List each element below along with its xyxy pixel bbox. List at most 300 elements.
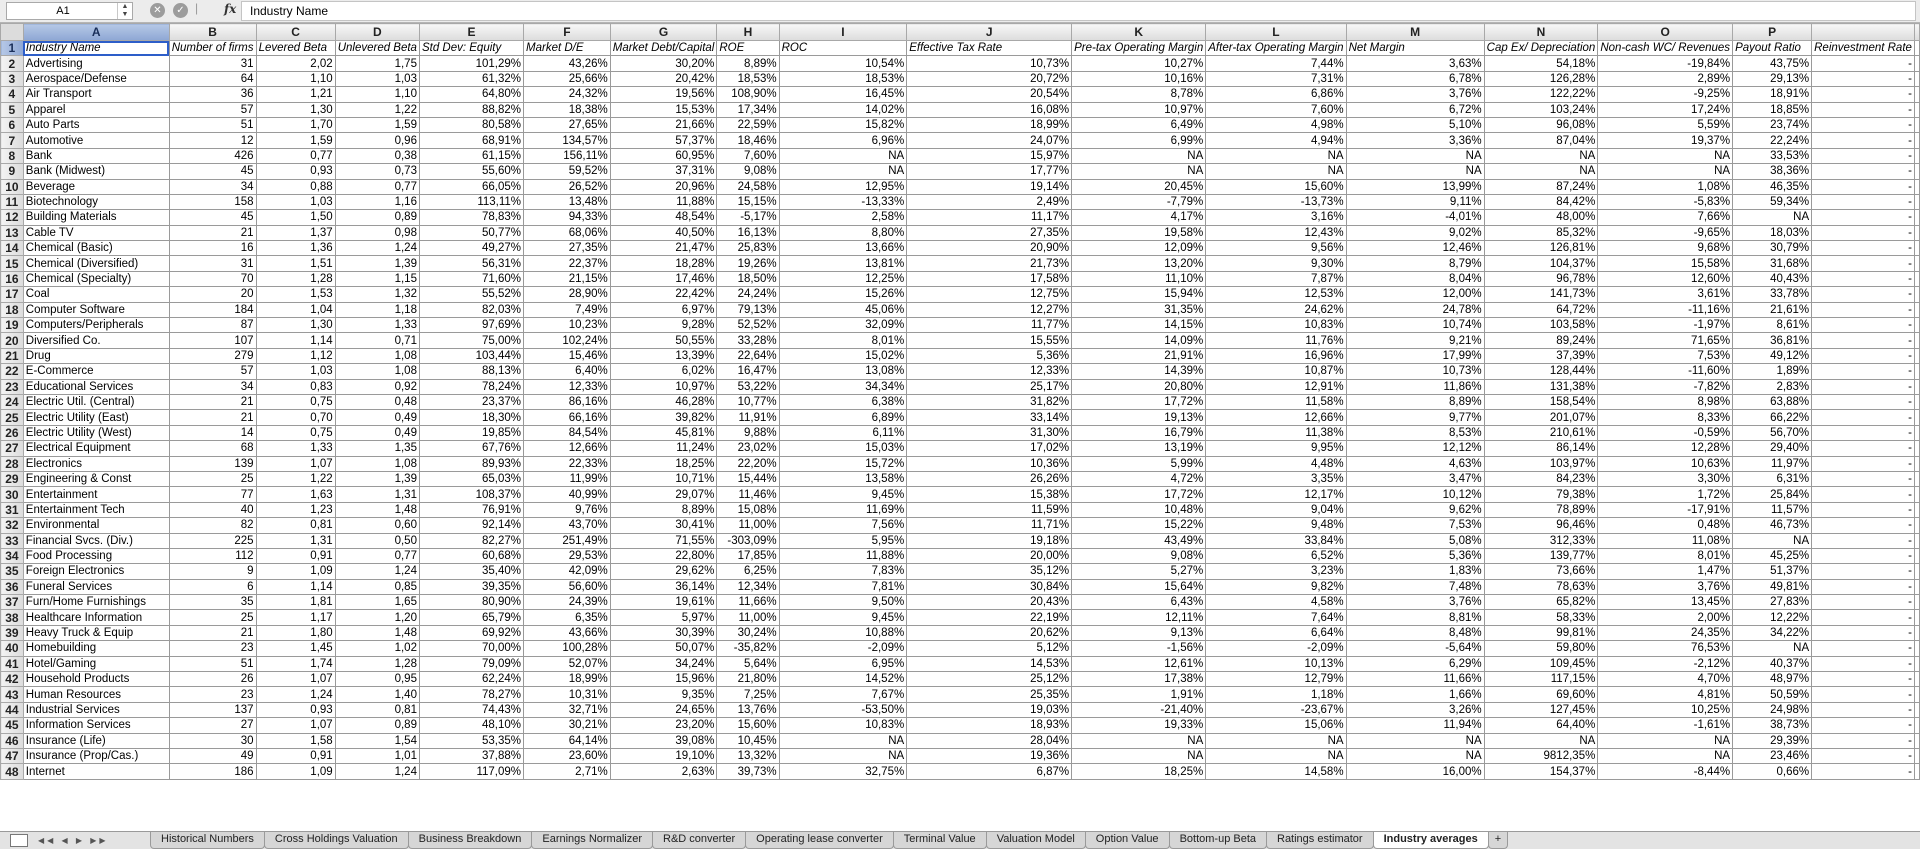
cell[interactable]: 108,90% bbox=[717, 87, 779, 102]
cell[interactable]: 33,28% bbox=[717, 333, 779, 348]
cell[interactable]: 16,45% bbox=[779, 87, 907, 102]
cell[interactable]: 40,50% bbox=[610, 225, 717, 240]
cell[interactable]: 6,25% bbox=[717, 564, 779, 579]
cell[interactable] bbox=[1915, 564, 1920, 579]
cell[interactable]: - bbox=[1812, 225, 1915, 240]
cell[interactable]: -35,82% bbox=[717, 641, 779, 656]
cell[interactable]: 10,13% bbox=[1206, 656, 1346, 671]
cell[interactable]: 39,35% bbox=[419, 579, 523, 594]
cell[interactable]: 156,11% bbox=[524, 148, 611, 163]
cell[interactable]: 22,19% bbox=[907, 610, 1072, 625]
cell[interactable]: 225 bbox=[169, 533, 256, 548]
cell[interactable]: 21,47% bbox=[610, 241, 717, 256]
cell[interactable] bbox=[1915, 194, 1920, 209]
cell[interactable]: 9812,35% bbox=[1484, 748, 1598, 763]
cell[interactable]: 45 bbox=[169, 164, 256, 179]
cell[interactable]: 11,76% bbox=[1206, 333, 1346, 348]
cell[interactable]: 0,48 bbox=[335, 394, 419, 409]
cell[interactable]: Industrial Services bbox=[23, 702, 169, 717]
cell[interactable]: 2,63% bbox=[610, 764, 717, 779]
cell[interactable]: 30,84% bbox=[907, 579, 1072, 594]
cell[interactable]: 39,73% bbox=[717, 764, 779, 779]
cell[interactable]: Drug bbox=[23, 348, 169, 363]
cell[interactable]: 3,36% bbox=[1346, 133, 1484, 148]
cell[interactable]: 21 bbox=[169, 410, 256, 425]
column-header-i[interactable]: I bbox=[779, 24, 907, 41]
cell[interactable]: 15,06% bbox=[1206, 718, 1346, 733]
cell[interactable] bbox=[1915, 71, 1920, 86]
cell[interactable]: 6,31% bbox=[1733, 471, 1812, 486]
cell[interactable]: Information Services bbox=[23, 718, 169, 733]
cell[interactable]: 34 bbox=[169, 379, 256, 394]
cell[interactable]: Healthcare Information bbox=[23, 610, 169, 625]
cell[interactable]: 20,72% bbox=[907, 71, 1072, 86]
cell[interactable]: 80,58% bbox=[419, 117, 523, 132]
cell[interactable]: 71,60% bbox=[419, 271, 523, 286]
cell[interactable]: 12,53% bbox=[1206, 287, 1346, 302]
cell[interactable]: 9,45% bbox=[779, 610, 907, 625]
cell[interactable]: 13,39% bbox=[610, 348, 717, 363]
cell[interactable]: -7,79% bbox=[1072, 194, 1206, 209]
cell[interactable] bbox=[1915, 579, 1920, 594]
cell[interactable]: 18,38% bbox=[524, 102, 611, 117]
cell[interactable]: - bbox=[1812, 87, 1915, 102]
cell[interactable]: 103,24% bbox=[1484, 102, 1598, 117]
cell[interactable]: 82,03% bbox=[419, 302, 523, 317]
cell[interactable] bbox=[1915, 733, 1920, 748]
cell[interactable] bbox=[1915, 548, 1920, 563]
cell[interactable]: 87,04% bbox=[1484, 133, 1598, 148]
cell[interactable]: 5,27% bbox=[1072, 564, 1206, 579]
cell[interactable]: 40,99% bbox=[524, 487, 611, 502]
cell[interactable]: NA bbox=[1072, 164, 1206, 179]
sheet-tab-cross-holdings-valuation[interactable]: Cross Holdings Valuation bbox=[264, 832, 409, 849]
cell[interactable]: 2,00% bbox=[1598, 610, 1733, 625]
cell[interactable]: 14 bbox=[169, 425, 256, 440]
cell[interactable]: 12,00% bbox=[1346, 287, 1484, 302]
cell[interactable]: Hotel/Gaming bbox=[23, 656, 169, 671]
row-header[interactable]: 6 bbox=[1, 117, 24, 132]
cell[interactable]: 40,37% bbox=[1733, 656, 1812, 671]
cell[interactable]: 6,38% bbox=[779, 394, 907, 409]
cell[interactable]: Food Processing bbox=[23, 548, 169, 563]
cell[interactable]: 49,81% bbox=[1733, 579, 1812, 594]
cell[interactable]: 21,15% bbox=[524, 271, 611, 286]
cell[interactable]: 40,43% bbox=[1733, 271, 1812, 286]
cell[interactable]: 24,62% bbox=[1206, 302, 1346, 317]
cell[interactable]: 10,88% bbox=[779, 625, 907, 640]
cell[interactable]: 60,95% bbox=[610, 148, 717, 163]
cell[interactable]: 71,65% bbox=[1598, 333, 1733, 348]
cell[interactable]: NA bbox=[1598, 164, 1733, 179]
cell[interactable]: 1,03 bbox=[256, 194, 335, 209]
cell[interactable]: 7,83% bbox=[779, 564, 907, 579]
cell[interactable]: 1,35 bbox=[335, 441, 419, 456]
cell[interactable]: 18,85% bbox=[1733, 102, 1812, 117]
cell[interactable]: 20,90% bbox=[907, 241, 1072, 256]
cell[interactable]: Electric Utility (West) bbox=[23, 425, 169, 440]
cell[interactable]: 12,09% bbox=[1072, 241, 1206, 256]
row-header[interactable]: 10 bbox=[1, 179, 24, 194]
cell[interactable]: 77 bbox=[169, 487, 256, 502]
cell[interactable]: 19,13% bbox=[1072, 410, 1206, 425]
sheet-tab-option-value[interactable]: Option Value bbox=[1085, 832, 1170, 849]
cell[interactable]: 7,53% bbox=[1346, 518, 1484, 533]
column-header-k[interactable]: K bbox=[1072, 24, 1206, 41]
cell[interactable]: 1,72% bbox=[1598, 487, 1733, 502]
row-header[interactable]: 3 bbox=[1, 71, 24, 86]
cell[interactable]: 49,27% bbox=[419, 241, 523, 256]
cell[interactable]: 1,20 bbox=[335, 610, 419, 625]
cell[interactable]: 10,73% bbox=[1346, 364, 1484, 379]
cell[interactable]: NA bbox=[779, 733, 907, 748]
cell[interactable]: 31,68% bbox=[1733, 256, 1812, 271]
cell[interactable]: 19,18% bbox=[907, 533, 1072, 548]
cell[interactable]: 12,46% bbox=[1346, 241, 1484, 256]
cell[interactable]: 26 bbox=[169, 672, 256, 687]
cell[interactable]: 113,11% bbox=[419, 194, 523, 209]
cell[interactable] bbox=[1915, 256, 1920, 271]
cell[interactable]: 0,98 bbox=[335, 225, 419, 240]
cell[interactable]: 78,83% bbox=[419, 210, 523, 225]
cell[interactable]: 35 bbox=[169, 595, 256, 610]
cell[interactable]: 0,91 bbox=[256, 548, 335, 563]
column-header-b[interactable]: B bbox=[169, 24, 256, 41]
cell[interactable]: Financial Svcs. (Div.) bbox=[23, 533, 169, 548]
cell[interactable]: 24,32% bbox=[524, 87, 611, 102]
cell[interactable]: 27,35% bbox=[907, 225, 1072, 240]
cell[interactable]: - bbox=[1812, 348, 1915, 363]
row-header[interactable]: 9 bbox=[1, 164, 24, 179]
cell[interactable]: 9,62% bbox=[1346, 502, 1484, 517]
cell[interactable]: 92,14% bbox=[419, 518, 523, 533]
cell[interactable]: 109,45% bbox=[1484, 656, 1598, 671]
cell[interactable]: 34 bbox=[169, 179, 256, 194]
cell[interactable]: 22,24% bbox=[1733, 133, 1812, 148]
cell[interactable]: Internet bbox=[23, 764, 169, 779]
cell[interactable]: 8,81% bbox=[1346, 610, 1484, 625]
cell[interactable]: 24,65% bbox=[610, 702, 717, 717]
cell[interactable]: 86,16% bbox=[524, 394, 611, 409]
cell[interactable]: 1,01 bbox=[335, 748, 419, 763]
cell[interactable]: NA bbox=[1598, 148, 1733, 163]
cell[interactable]: 8,98% bbox=[1598, 394, 1733, 409]
row-header[interactable]: 26 bbox=[1, 425, 24, 440]
cell[interactable]: 1,53 bbox=[256, 287, 335, 302]
cell[interactable]: 66,22% bbox=[1733, 410, 1812, 425]
cell[interactable]: -2,12% bbox=[1598, 656, 1733, 671]
cell[interactable]: 75,00% bbox=[419, 333, 523, 348]
cell[interactable]: 5,64% bbox=[717, 656, 779, 671]
cell[interactable]: 33,14% bbox=[907, 410, 1072, 425]
cell[interactable]: - bbox=[1812, 241, 1915, 256]
cell[interactable]: 12,34% bbox=[717, 579, 779, 594]
cell[interactable]: 1,10 bbox=[256, 71, 335, 86]
cell[interactable]: 12,33% bbox=[907, 364, 1072, 379]
cell[interactable]: 1,07 bbox=[256, 456, 335, 471]
cell[interactable]: Apparel bbox=[23, 102, 169, 117]
cell[interactable]: - bbox=[1812, 410, 1915, 425]
cell[interactable]: 15,08% bbox=[717, 502, 779, 517]
cell[interactable]: 51 bbox=[169, 656, 256, 671]
cell[interactable]: Environmental bbox=[23, 518, 169, 533]
cell[interactable]: 11,08% bbox=[1598, 533, 1733, 548]
name-box-stepper-icon[interactable]: ▲ ▼ bbox=[117, 3, 132, 19]
cell[interactable]: 101,29% bbox=[419, 56, 523, 71]
select-all-corner[interactable] bbox=[1, 24, 24, 41]
cell[interactable]: 26,26% bbox=[907, 471, 1072, 486]
cell[interactable]: 10,73% bbox=[907, 56, 1072, 71]
cell[interactable]: 42,09% bbox=[524, 564, 611, 579]
cell[interactable] bbox=[1915, 318, 1920, 333]
cell[interactable]: 8,89% bbox=[717, 56, 779, 71]
cell[interactable]: NA bbox=[1346, 148, 1484, 163]
column-header-overflow[interactable] bbox=[1812, 24, 1915, 41]
cell[interactable]: 4,63% bbox=[1346, 456, 1484, 471]
cell[interactable]: 8,89% bbox=[1346, 394, 1484, 409]
column-title-cell[interactable]: Industry Name bbox=[23, 41, 169, 56]
cell[interactable]: 104,37% bbox=[1484, 256, 1598, 271]
cell[interactable]: - bbox=[1812, 502, 1915, 517]
cell[interactable]: 66,05% bbox=[419, 179, 523, 194]
cell[interactable]: 9,04% bbox=[1206, 502, 1346, 517]
cell[interactable]: - bbox=[1812, 148, 1915, 163]
cell[interactable]: E-Commerce bbox=[23, 364, 169, 379]
cell[interactable]: 15,38% bbox=[907, 487, 1072, 502]
cell[interactable]: 0,93 bbox=[256, 702, 335, 717]
cell[interactable]: 137 bbox=[169, 702, 256, 717]
cell[interactable]: - bbox=[1812, 656, 1915, 671]
cell[interactable]: -13,33% bbox=[779, 194, 907, 209]
sheet-tab-earnings-normalizer[interactable]: Earnings Normalizer bbox=[531, 832, 653, 849]
cell[interactable]: 0,70 bbox=[256, 410, 335, 425]
cell[interactable]: Electric Utility (East) bbox=[23, 410, 169, 425]
cell[interactable]: 19,03% bbox=[907, 702, 1072, 717]
cell[interactable]: 9,82% bbox=[1206, 579, 1346, 594]
cell[interactable]: - bbox=[1812, 441, 1915, 456]
cell[interactable]: 17,77% bbox=[907, 164, 1072, 179]
cell[interactable] bbox=[1915, 441, 1920, 456]
cell[interactable] bbox=[1915, 210, 1920, 225]
cell[interactable]: 7,87% bbox=[1206, 271, 1346, 286]
cell[interactable]: 11,77% bbox=[907, 318, 1072, 333]
column-title-cell[interactable]: Cap Ex/ Depreciation bbox=[1484, 41, 1598, 56]
cell[interactable]: 18,91% bbox=[1733, 87, 1812, 102]
cell[interactable]: 39,82% bbox=[610, 410, 717, 425]
cell[interactable]: 21,73% bbox=[907, 256, 1072, 271]
cell[interactable]: 11,88% bbox=[779, 548, 907, 563]
cell[interactable]: 18,30% bbox=[419, 410, 523, 425]
cell[interactable]: 9,76% bbox=[524, 502, 611, 517]
cell[interactable]: 1,48 bbox=[335, 625, 419, 640]
cell[interactable]: 128,44% bbox=[1484, 364, 1598, 379]
cell[interactable]: 78,63% bbox=[1484, 579, 1598, 594]
cell[interactable]: 0,48% bbox=[1598, 518, 1733, 533]
cell[interactable]: 27,83% bbox=[1733, 595, 1812, 610]
cell[interactable]: 16,47% bbox=[717, 364, 779, 379]
cell[interactable]: 1,39 bbox=[335, 471, 419, 486]
cell[interactable]: 64,14% bbox=[524, 733, 611, 748]
column-title-cell[interactable]: Reinvestment Rate bbox=[1812, 41, 1915, 56]
cell[interactable]: 55,52% bbox=[419, 287, 523, 302]
cell[interactable]: Cable TV bbox=[23, 225, 169, 240]
cell[interactable]: 32,09% bbox=[779, 318, 907, 333]
cell[interactable]: Bank bbox=[23, 148, 169, 163]
cell[interactable]: 59,52% bbox=[524, 164, 611, 179]
cell[interactable]: 1,08 bbox=[335, 364, 419, 379]
cell[interactable]: 15,58% bbox=[1598, 256, 1733, 271]
cell[interactable]: 0,85 bbox=[335, 579, 419, 594]
cell[interactable]: 54,18% bbox=[1484, 56, 1598, 71]
cell[interactable]: -53,50% bbox=[779, 702, 907, 717]
cell[interactable]: 48,00% bbox=[1484, 210, 1598, 225]
cell[interactable]: - bbox=[1812, 102, 1915, 117]
cell[interactable]: 13,81% bbox=[779, 256, 907, 271]
cell[interactable]: - bbox=[1812, 687, 1915, 702]
cell[interactable]: 14,53% bbox=[907, 656, 1072, 671]
cell[interactable]: 103,44% bbox=[419, 348, 523, 363]
cell[interactable]: 74,43% bbox=[419, 702, 523, 717]
cell[interactable]: 4,94% bbox=[1206, 133, 1346, 148]
cell[interactable]: 7,66% bbox=[1598, 210, 1733, 225]
cell[interactable]: 79,09% bbox=[419, 656, 523, 671]
cell[interactable] bbox=[1915, 117, 1920, 132]
cell[interactable]: Insurance (Prop/Cas.) bbox=[23, 748, 169, 763]
row-header[interactable]: 28 bbox=[1, 456, 24, 471]
cell[interactable]: 18,93% bbox=[907, 718, 1072, 733]
cell[interactable]: 25 bbox=[169, 610, 256, 625]
column-title-cell[interactable]: Effective Tax Rate bbox=[907, 41, 1072, 56]
cell[interactable]: 1,22 bbox=[256, 471, 335, 486]
cell[interactable]: 67,76% bbox=[419, 441, 523, 456]
cell[interactable]: 10,74% bbox=[1346, 318, 1484, 333]
cell[interactable] bbox=[1915, 302, 1920, 317]
column-header-l[interactable]: L bbox=[1206, 24, 1346, 41]
cell[interactable]: 5,36% bbox=[907, 348, 1072, 363]
cell[interactable]: 1,66% bbox=[1346, 687, 1484, 702]
cell[interactable]: 33,53% bbox=[1733, 148, 1812, 163]
row-header[interactable]: 32 bbox=[1, 518, 24, 533]
cell[interactable]: 1,91% bbox=[1072, 687, 1206, 702]
cell[interactable]: 31 bbox=[169, 256, 256, 271]
cell[interactable]: 23,02% bbox=[717, 441, 779, 456]
cell[interactable]: 11,86% bbox=[1346, 379, 1484, 394]
cell[interactable]: - bbox=[1812, 333, 1915, 348]
cell[interactable]: 16,08% bbox=[907, 102, 1072, 117]
cell[interactable]: 19,58% bbox=[1072, 225, 1206, 240]
column-title-cell[interactable]: Unlevered Beta bbox=[335, 41, 419, 56]
cell[interactable]: 8,01% bbox=[779, 333, 907, 348]
row-header[interactable]: 8 bbox=[1, 148, 24, 163]
cell[interactable]: 6,95% bbox=[779, 656, 907, 671]
cell[interactable]: 0,50 bbox=[335, 533, 419, 548]
cell[interactable]: Chemical (Basic) bbox=[23, 241, 169, 256]
cell[interactable]: 66,16% bbox=[524, 410, 611, 425]
cell[interactable]: - bbox=[1812, 672, 1915, 687]
cell[interactable]: 7,64% bbox=[1206, 610, 1346, 625]
cell[interactable]: 19,26% bbox=[717, 256, 779, 271]
cell[interactable]: 64,72% bbox=[1484, 302, 1598, 317]
cell[interactable]: 1,74 bbox=[256, 656, 335, 671]
cell[interactable]: NA bbox=[779, 164, 907, 179]
cell[interactable]: 20,62% bbox=[907, 625, 1072, 640]
name-box[interactable] bbox=[6, 2, 133, 20]
cell[interactable]: 0,73 bbox=[335, 164, 419, 179]
cell[interactable]: -7,82% bbox=[1598, 379, 1733, 394]
cell[interactable]: 6,99% bbox=[1072, 133, 1206, 148]
cell[interactable]: 3,16% bbox=[1206, 210, 1346, 225]
cell[interactable] bbox=[1915, 410, 1920, 425]
cell[interactable]: 11,46% bbox=[717, 487, 779, 502]
cell[interactable]: 0,60 bbox=[335, 518, 419, 533]
cell[interactable]: 15,64% bbox=[1072, 579, 1206, 594]
cell[interactable]: 12,11% bbox=[1072, 610, 1206, 625]
cell[interactable]: - bbox=[1812, 579, 1915, 594]
cell[interactable]: 11,97% bbox=[1733, 456, 1812, 471]
cell[interactable]: Funeral Services bbox=[23, 579, 169, 594]
cell[interactable]: NA bbox=[1206, 748, 1346, 763]
cell[interactable]: 2,02 bbox=[256, 56, 335, 71]
cell[interactable]: 84,54% bbox=[524, 425, 611, 440]
cell[interactable]: 112 bbox=[169, 548, 256, 563]
cell[interactable]: 17,72% bbox=[1072, 394, 1206, 409]
cell[interactable]: Biotechnology bbox=[23, 194, 169, 209]
cell[interactable]: 59,80% bbox=[1484, 641, 1598, 656]
cell[interactable]: 1,03 bbox=[256, 364, 335, 379]
cell[interactable]: 60,68% bbox=[419, 548, 523, 563]
cell[interactable]: 9,68% bbox=[1598, 241, 1733, 256]
cell[interactable]: 6,02% bbox=[610, 364, 717, 379]
cell[interactable]: 14,39% bbox=[1072, 364, 1206, 379]
cell[interactable]: 100,28% bbox=[524, 641, 611, 656]
cell[interactable]: 61,15% bbox=[419, 148, 523, 163]
cell[interactable]: 10,12% bbox=[1346, 487, 1484, 502]
cell[interactable]: 96,78% bbox=[1484, 271, 1598, 286]
cell[interactable] bbox=[1915, 595, 1920, 610]
cell[interactable]: 1,08% bbox=[1598, 179, 1733, 194]
cell[interactable]: 0,49 bbox=[335, 410, 419, 425]
cell[interactable]: 279 bbox=[169, 348, 256, 363]
cell[interactable]: 103,58% bbox=[1484, 318, 1598, 333]
cell[interactable]: 16,13% bbox=[717, 225, 779, 240]
cell[interactable]: - bbox=[1812, 364, 1915, 379]
cell[interactable]: - bbox=[1812, 318, 1915, 333]
cell[interactable]: 6,43% bbox=[1072, 595, 1206, 610]
cell[interactable]: 10,16% bbox=[1072, 71, 1206, 86]
cell[interactable]: 87,24% bbox=[1484, 179, 1598, 194]
cell[interactable]: 12,66% bbox=[1206, 410, 1346, 425]
row-header[interactable]: 30 bbox=[1, 487, 24, 502]
cell[interactable]: 63,88% bbox=[1733, 394, 1812, 409]
cell[interactable]: Homebuilding bbox=[23, 641, 169, 656]
cell[interactable]: - bbox=[1812, 394, 1915, 409]
cell[interactable]: 31,30% bbox=[907, 425, 1072, 440]
cell[interactable]: 32,75% bbox=[779, 764, 907, 779]
cell[interactable]: 7,81% bbox=[779, 579, 907, 594]
tab-navigation[interactable] bbox=[0, 832, 150, 849]
cell[interactable]: 4,58% bbox=[1206, 595, 1346, 610]
cell[interactable]: 53,22% bbox=[717, 379, 779, 394]
cell[interactable]: 25,35% bbox=[907, 687, 1072, 702]
cell[interactable]: 1,04 bbox=[256, 302, 335, 317]
cell[interactable]: 56,70% bbox=[1733, 425, 1812, 440]
cell[interactable]: 62,24% bbox=[419, 672, 523, 687]
cell[interactable]: 139,77% bbox=[1484, 548, 1598, 563]
cell[interactable]: 23 bbox=[169, 641, 256, 656]
cell[interactable]: Household Products bbox=[23, 672, 169, 687]
cell[interactable]: 10,25% bbox=[1598, 702, 1733, 717]
cell[interactable]: 7,56% bbox=[779, 518, 907, 533]
